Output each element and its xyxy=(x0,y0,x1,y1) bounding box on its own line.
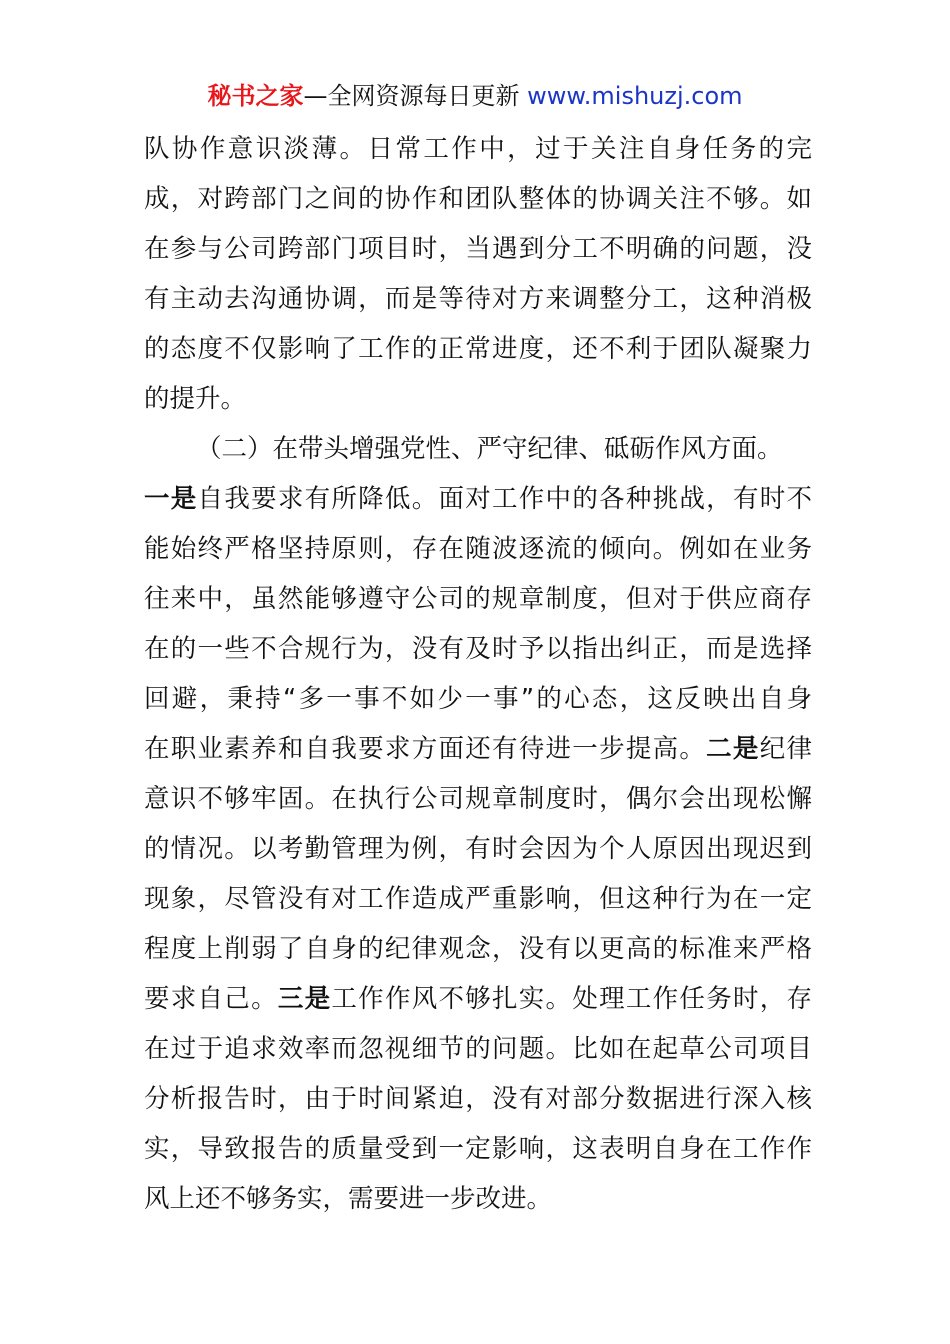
text-line: 在过于追求效率而忽视细节的问题。比如在起草公司项目 xyxy=(144,1034,812,1064)
text-segment: 自我要求有所降低。面对工作中的各种挑战，有时不 xyxy=(197,484,812,514)
text-line: 程度上削弱了自身的纪律观念，没有以更高的标准来严格 xyxy=(144,934,812,964)
text-line: 在的一些不合规行为，没有及时予以指出纠正，而是选择 xyxy=(144,634,812,664)
text-line xyxy=(144,974,812,1024)
text-line: 有主动去沟通协调，而是等待对方来调整分工，这种消极 xyxy=(144,284,812,314)
site-tagline: —全网资源每日更新 xyxy=(303,82,520,110)
site-brand: 秘书之家 xyxy=(207,82,304,110)
point-marker: 一是 xyxy=(144,484,198,514)
point-marker: 二是 xyxy=(706,734,760,764)
site-header xyxy=(0,80,950,112)
text-line: 的情况。以考勤管理为例，有时会因为个人原因出现迟到 xyxy=(144,834,812,864)
text-segment: 要求自己。 xyxy=(144,984,278,1014)
text-line: 实，导致报告的质量受到一定影响，这表明自身在工作作 xyxy=(144,1134,812,1164)
text-line: 回避，秉持“多一事不如少一事”的心态，这反映出自身 xyxy=(144,684,812,714)
point-marker: 三是 xyxy=(277,984,332,1014)
site-url-link[interactable]: www.mishuzj.com xyxy=(527,82,743,110)
text-segment: 纪律 xyxy=(759,734,812,764)
text-line xyxy=(144,724,812,774)
text-segment: 在职业素养和自我要求方面还有待进一步提高。 xyxy=(144,734,707,764)
text-line: 能始终严格坚持原则，存在随波逐流的倾向。例如在业务 xyxy=(144,534,812,564)
text-line: 风上还不够务实，需要进一步改进。 xyxy=(144,1184,553,1214)
text-line xyxy=(144,474,812,524)
text-line: 的提升。 xyxy=(144,384,247,414)
text-line: 的态度不仅影响了工作的正常进度，还不利于团队凝聚力 xyxy=(144,334,812,364)
text-line: 队协作意识淡薄。日常工作中，过于关注自身任务的完 xyxy=(144,134,812,164)
text-segment: 工作作风不够扎实。处理工作任务时，存 xyxy=(331,984,812,1014)
section-heading: （二）在带头增强党性、严守纪律、砥砺作风方面。 xyxy=(196,434,783,464)
text-line: 往来中，虽然能够遵守公司的规章制度，但对于供应商存 xyxy=(144,584,812,614)
text-line: 在参与公司跨部门项目时，当遇到分工不明确的问题，没 xyxy=(144,234,812,264)
document-body xyxy=(144,124,812,1224)
text-line: 现象，尽管没有对工作造成严重影响，但这种行为在一定 xyxy=(144,884,812,914)
text-line: 意识不够牢固。在执行公司规章制度时，偶尔会出现松懈 xyxy=(144,784,812,814)
text-line: 分析报告时，由于时间紧迫，没有对部分数据进行深入核 xyxy=(144,1084,812,1114)
text-line: 成，对跨部门之间的协作和团队整体的协调关注不够。如 xyxy=(144,184,812,214)
